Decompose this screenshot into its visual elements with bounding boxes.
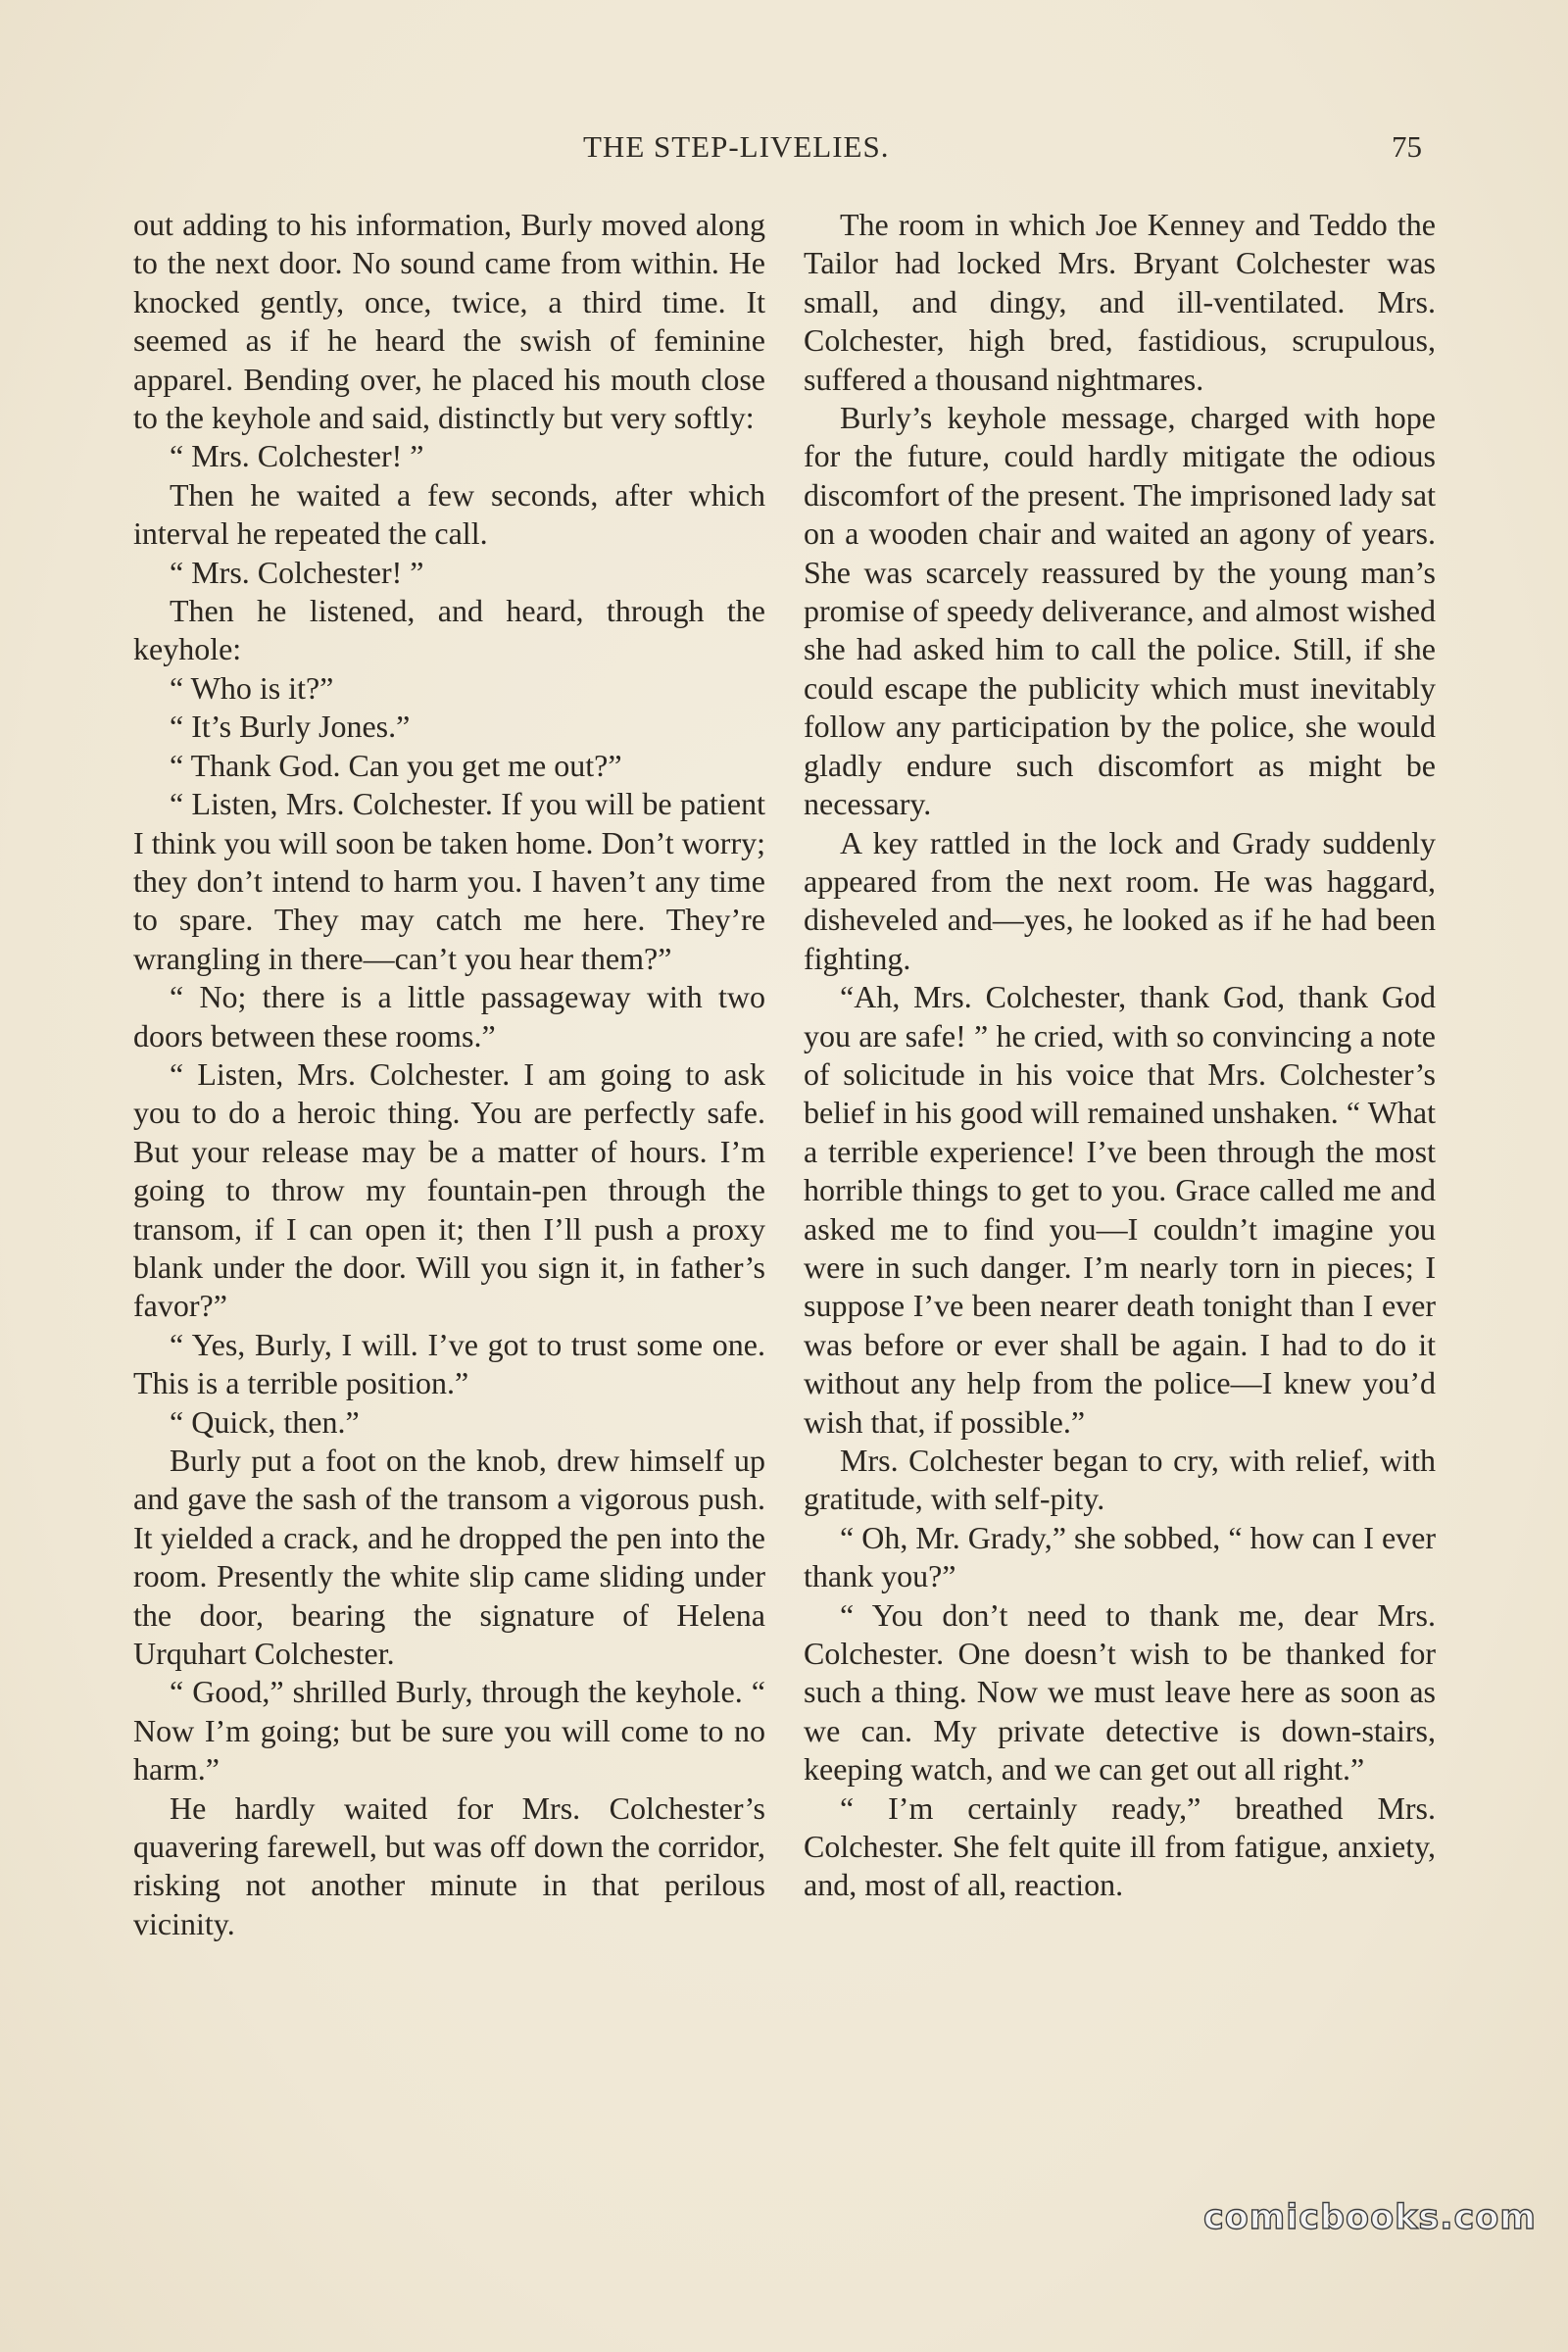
paragraph: “ Thank God. Can you get me out?” (170, 747, 622, 783)
page-number: 75 (1392, 129, 1422, 164)
paragraph: “ Yes, Burly, I will. I’ve got to trust some one. This is a terrible position.” (133, 1326, 765, 1401)
paragraph: Then he waited a few seconds, after which interval he repeated the call. (133, 476, 765, 552)
paragraph: “ Listen, Mrs. Colchester. If you will be patient I think you will soon be taken home. Don’t worry; they don’t intend to harm you. I haven’t any time to spare. They may catch me here. They’re wrangling in there—can’t you hear them?” (133, 786, 765, 976)
paragraph: He hardly waited for Mrs. Colchester’s quavering farewell, but was off down the corridor, risking not another minute in that perilous vicinity. (133, 1789, 765, 1941)
paragraph: out adding to his information, Burly moved along to the next door. No sound came from within. He knocked gently, once, twice, a third time. It seemed as if he heard the swish of feminine apparel. Bending over, he placed his mouth close to the keyhole and said, distinctly but very softly: (133, 207, 765, 436)
paragraph: “ Mrs. Colchester! ” (170, 438, 424, 474)
paragraph: “ Quick, then.” (170, 1403, 360, 1440)
running-title: THE STEP-LIVELIES. (583, 129, 890, 164)
paragraph: “ You don’t need to thank me, dear Mrs. Colchester. One doesn’t wish to be thanked for such a thing. Now we must leave here as soon as we can. My private detective is down-stairs, keeping watch, and we can get out all right.” (804, 1596, 1436, 1788)
paragraph: A key rattled in the lock and Grady suddenly appeared from the next room. He was haggard, disheveled and—yes, he looked as if he had been fighting. (804, 824, 1436, 976)
paragraph: “ Oh, Mr. Grady,” she sobbed, “ how can I ever thank you?” (804, 1519, 1436, 1594)
right-column (804, 206, 1436, 1905)
paragraph: “ Who is it?” (170, 669, 334, 706)
paragraph: “Ah, Mrs. Colchester, thank God, thank God you are safe! ” he cried, with so convincing a note of solicitude in his voice that Mrs. Colchester’s belief in his good will remained unshaken. “ What a terrible experience! I’ve been through the most horrible things to get to you. Grace called me and asked me to find you—I couldn’t imagine you were in such danger. I’m nearly torn in pieces; I suppose I’ve been nearer death tonight than I ever was before or ever shall be again. I had to do it without any help from the police—I knew you’d wish that, if possible.” (804, 979, 1436, 1440)
paragraph: Burly put a foot on the knob, drew himself up and gave the sash of the transom a vigorous push. It yielded a crack, and he dropped the pen into the room. Presently the white slip came sliding under the door, bearing the signature of Helena Urquhart Colchester. (133, 1443, 765, 1672)
paragraph: “ No; there is a little passageway with two doors between these rooms.” (133, 979, 765, 1054)
paragraph: Then he listened, and heard, through the keyhole: (133, 593, 765, 667)
paragraph: Mrs. Colchester began to cry, with relief, with gratitude, with self-pity. (804, 1443, 1436, 1517)
paragraph: “ Good,” shrilled Burly, through the keyhole. “ Now I’m going; but be sure you will come to no harm.” (133, 1674, 765, 1788)
left-column (133, 206, 765, 1943)
paragraph: “ Listen, Mrs. Colchester. I am going to ask you to do a heroic thing. You are perfectly safe. But your release may be a matter of hours. I’m going to throw my fountain-pen through the transom, if I can open it; then I’ll push a proxy blank under the door. Will you sign it, in father’s favor?” (133, 1055, 765, 1324)
paragraph: “ I’m certainly ready,” breathed Mrs. Colchester. She felt quite ill from fatigue, anxiety, and, most of all, reaction. (804, 1789, 1436, 1903)
paragraph: “ Mrs. Colchester! ” (170, 554, 424, 590)
paragraph: The room in which Joe Kenney and Teddo the Tailor had locked Mrs. Bryant Colchester was small, and dingy, and ill-ventilated. Mrs. Colchester, high bred, fastidious, scrupulous, suffered a thousand nightmares. (804, 207, 1436, 397)
watermark-logo: comicbooks.com (1203, 2198, 1537, 2237)
paragraph: Burly’s keyhole message, charged with hope for the future, could hardly mitigate the odious discomfort of the present. The imprisoned lady sat on a wooden chair and waited an agony of years. She was scarcely reassured by the young man’s promise of speedy deliverance, and almost wished she had asked him to call the police. Still, if she could escape the publicity which must inevitably follow any participation by the police, she would gladly endure such discomfort as might be necessary. (804, 400, 1436, 822)
paragraph: “ It’s Burly Jones.” (170, 709, 411, 745)
